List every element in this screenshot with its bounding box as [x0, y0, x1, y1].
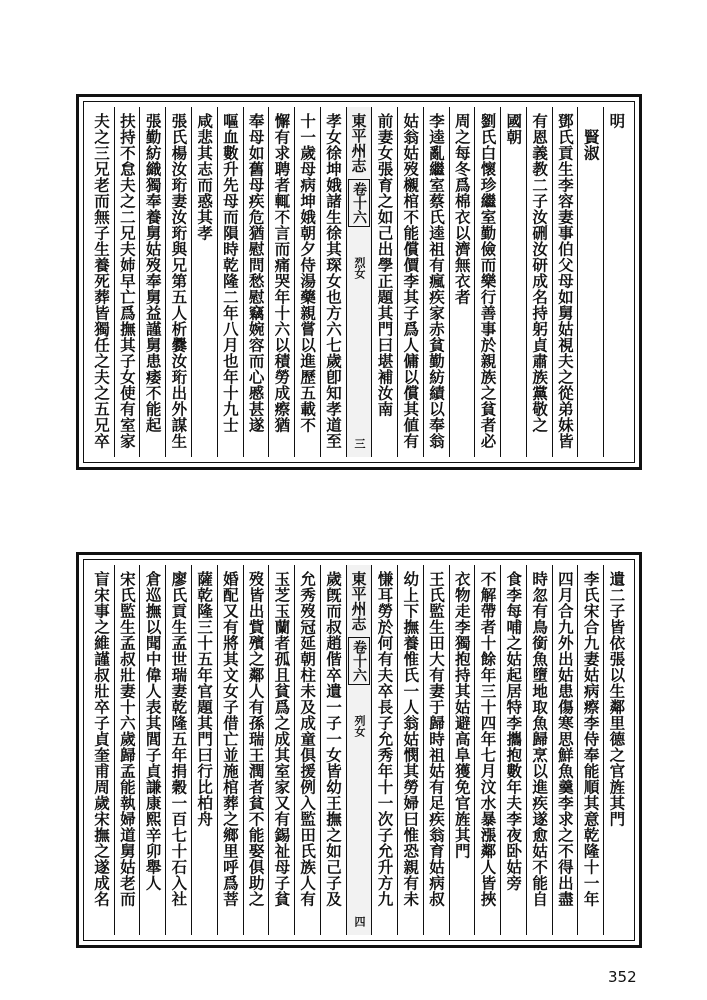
text-column	[474, 565, 500, 935]
column-text: 明	[607, 113, 627, 129]
column-text: 咸悲其志而惑其孝	[195, 113, 215, 241]
text-column	[500, 107, 526, 457]
column-text: 不解帶者十餘年三十四年七月汶水暴漲鄰人皆挾	[478, 571, 498, 907]
text-column	[552, 107, 578, 457]
text-column	[191, 107, 217, 457]
column-text: 張氏楊汝珩妻汝珩與兄第五人析爨汝珩出外謀生	[169, 113, 189, 449]
text-column	[577, 565, 603, 935]
section-label: 烈女	[352, 257, 366, 279]
page-center-title-column	[346, 107, 372, 457]
text-column	[577, 107, 603, 457]
column-text: 玉芝玉蘭者孤且貧爲之成其室家又有錫祉母子貧	[272, 571, 292, 907]
column-text: 奉母如舊母疾危猶慰問愁慰竊婉容而心慼甚遂	[246, 113, 266, 433]
text-column	[397, 565, 423, 935]
text-column	[526, 565, 552, 935]
page-center-title-column	[346, 565, 372, 935]
column-text: 國朝	[504, 113, 524, 145]
text-column	[423, 565, 449, 935]
text-column	[165, 107, 191, 457]
text-column	[294, 107, 320, 457]
volume-label: 卷十六	[348, 179, 370, 227]
column-text: 扶持不怠夫之二兄夫姉早亡爲撫其子女使有室家	[117, 113, 137, 449]
column-text: 慊耳勞於何有夫卒長子允秀年十一次子允升方九	[375, 571, 395, 907]
column-text: 王氏監生田大有妻于歸時祖姑有足疾翁育姑病叔	[427, 571, 446, 907]
column-text: 夫之三兄老而無子生養死葬皆獨任之夫之五兄卒	[92, 113, 112, 449]
column-text: 食李每哺之姑起居特李攜抱數年夫李夜卧姑旁	[504, 571, 524, 891]
column-text: 懈有求聘者輒不言而痛哭年十六以積勞成瘵猶	[272, 113, 292, 433]
text-column	[114, 565, 140, 935]
column-text: 廖氏貢生孟世瑞妻乾隆五年捐穀一百七十石入社	[169, 571, 189, 907]
column-text: 薩乾隆三十五年官題其門曰行比柏舟	[195, 571, 215, 827]
lower-page-block	[76, 552, 642, 948]
volume-label: 卷十六	[348, 637, 370, 685]
text-column	[89, 107, 114, 457]
text-column	[552, 565, 578, 935]
column-text: 歿皆出貲殯之鄰人有孫瑞王潤者貧不能娶俱助之	[246, 571, 266, 907]
column-text: 劉氏白懷珍繼室勤儉而樂行善事於親族之貧者必	[478, 113, 498, 449]
column-text: 周之每冬爲棉衣以濟無衣者	[452, 113, 472, 305]
text-column	[371, 565, 397, 935]
column-text: 賢淑	[581, 113, 601, 161]
text-column	[603, 565, 629, 935]
text-column	[268, 565, 294, 935]
column-text: 四月合九外出姑患傷寒思鮮魚羹李求之不得出盡	[555, 571, 575, 907]
text-column	[371, 107, 397, 457]
column-text: 盲宋事之維謹叔壯卒子貞奎甫周歲宋撫之遂成名	[92, 571, 112, 907]
center-title	[348, 109, 370, 455]
lower-text-columns	[89, 565, 629, 935]
text-column	[449, 107, 475, 457]
column-text: 允秀歿冠延朝柱未及成童俱援例入監田氏族人有	[298, 571, 318, 907]
column-text: 遺二子皆依張以生鄰里德之官旌其門	[607, 571, 627, 827]
text-column	[474, 107, 500, 457]
column-text: 歲旣而叔趙偕卒遺一子一女皆幼王撫之如己子及	[323, 571, 343, 907]
text-column	[320, 107, 346, 457]
column-text: 李逵亂繼室蔡氏逵祖有瘋疾家赤貧勤紡績以奉翁	[427, 113, 446, 449]
folio-number: 四	[352, 916, 366, 927]
text-column	[603, 107, 629, 457]
text-column	[243, 565, 269, 935]
page-number: 352	[608, 968, 637, 986]
text-column	[268, 107, 294, 457]
text-column	[89, 565, 114, 935]
column-text: 姑翁姑歿櫬棺不能償價李其子爲人傭以償其値有	[401, 113, 421, 449]
book-title: 東平州志	[349, 571, 368, 631]
text-column	[139, 565, 165, 935]
text-column	[320, 565, 346, 935]
text-column	[294, 565, 320, 935]
text-column	[191, 565, 217, 935]
text-column	[243, 107, 269, 457]
column-text: 前妻女張育之如己出學正題其門曰堪補汝南	[375, 113, 395, 417]
text-column	[500, 565, 526, 935]
column-text: 李氏宋合九妻姑病瘵李侍奉能順其意乾隆十一年	[581, 571, 601, 907]
upper-page-block	[76, 94, 642, 470]
text-column	[114, 107, 140, 457]
section-label: 列女	[352, 715, 366, 737]
column-text: 時忽有鳥銜魚墮地取魚歸烹以進疾遂愈姑不能自	[530, 571, 550, 907]
column-text: 孝女徐坤娥諸生徐其琛女也方六七歲卽知孝道至	[323, 113, 343, 449]
column-text: 鄧氏貢生李容妻事伯父母如舅姑視夫之從弟妹皆	[555, 113, 575, 449]
center-title	[348, 567, 370, 933]
book-title: 東平州志	[349, 113, 368, 173]
upper-text-columns	[89, 107, 629, 457]
text-column	[217, 565, 243, 935]
column-text: 倉巡撫以聞中偉人表其閭子貞謙康熙辛卯舉人	[143, 571, 163, 891]
text-column	[423, 107, 449, 457]
text-column	[526, 107, 552, 457]
column-text: 十一歲母病坤娥朝夕侍湯藥親嘗以進歷五載不	[298, 113, 318, 433]
column-text: 宋氏監生孟叔壯妻十六歲歸孟能執婦道舅姑老而	[117, 571, 137, 907]
column-text: 嘔血數升先母而隕時乾隆二年八月也年十九士	[220, 113, 240, 433]
column-text: 婚配又有將其文女子借亡並施棺葬之鄉里呼爲菩	[220, 571, 240, 907]
folio-number: 三	[352, 438, 366, 449]
text-column	[217, 107, 243, 457]
text-column	[397, 107, 423, 457]
text-column	[165, 565, 191, 935]
column-text: 張勤紡織獨奉養舅姑歿奉舅益謹舅患痿不能起	[143, 113, 163, 433]
text-column	[139, 107, 165, 457]
column-text: 有恩義教二子汝硎汝研成名持躬貞肅族黨敬之	[530, 113, 550, 433]
column-text: 衣物走李獨抱持其姑避高阜獲免官旌其門	[452, 571, 472, 859]
text-column	[449, 565, 475, 935]
column-text: 幼上下撫養惟氏一人翁姑憫其勞婦曰惟恐親有未	[401, 571, 421, 907]
